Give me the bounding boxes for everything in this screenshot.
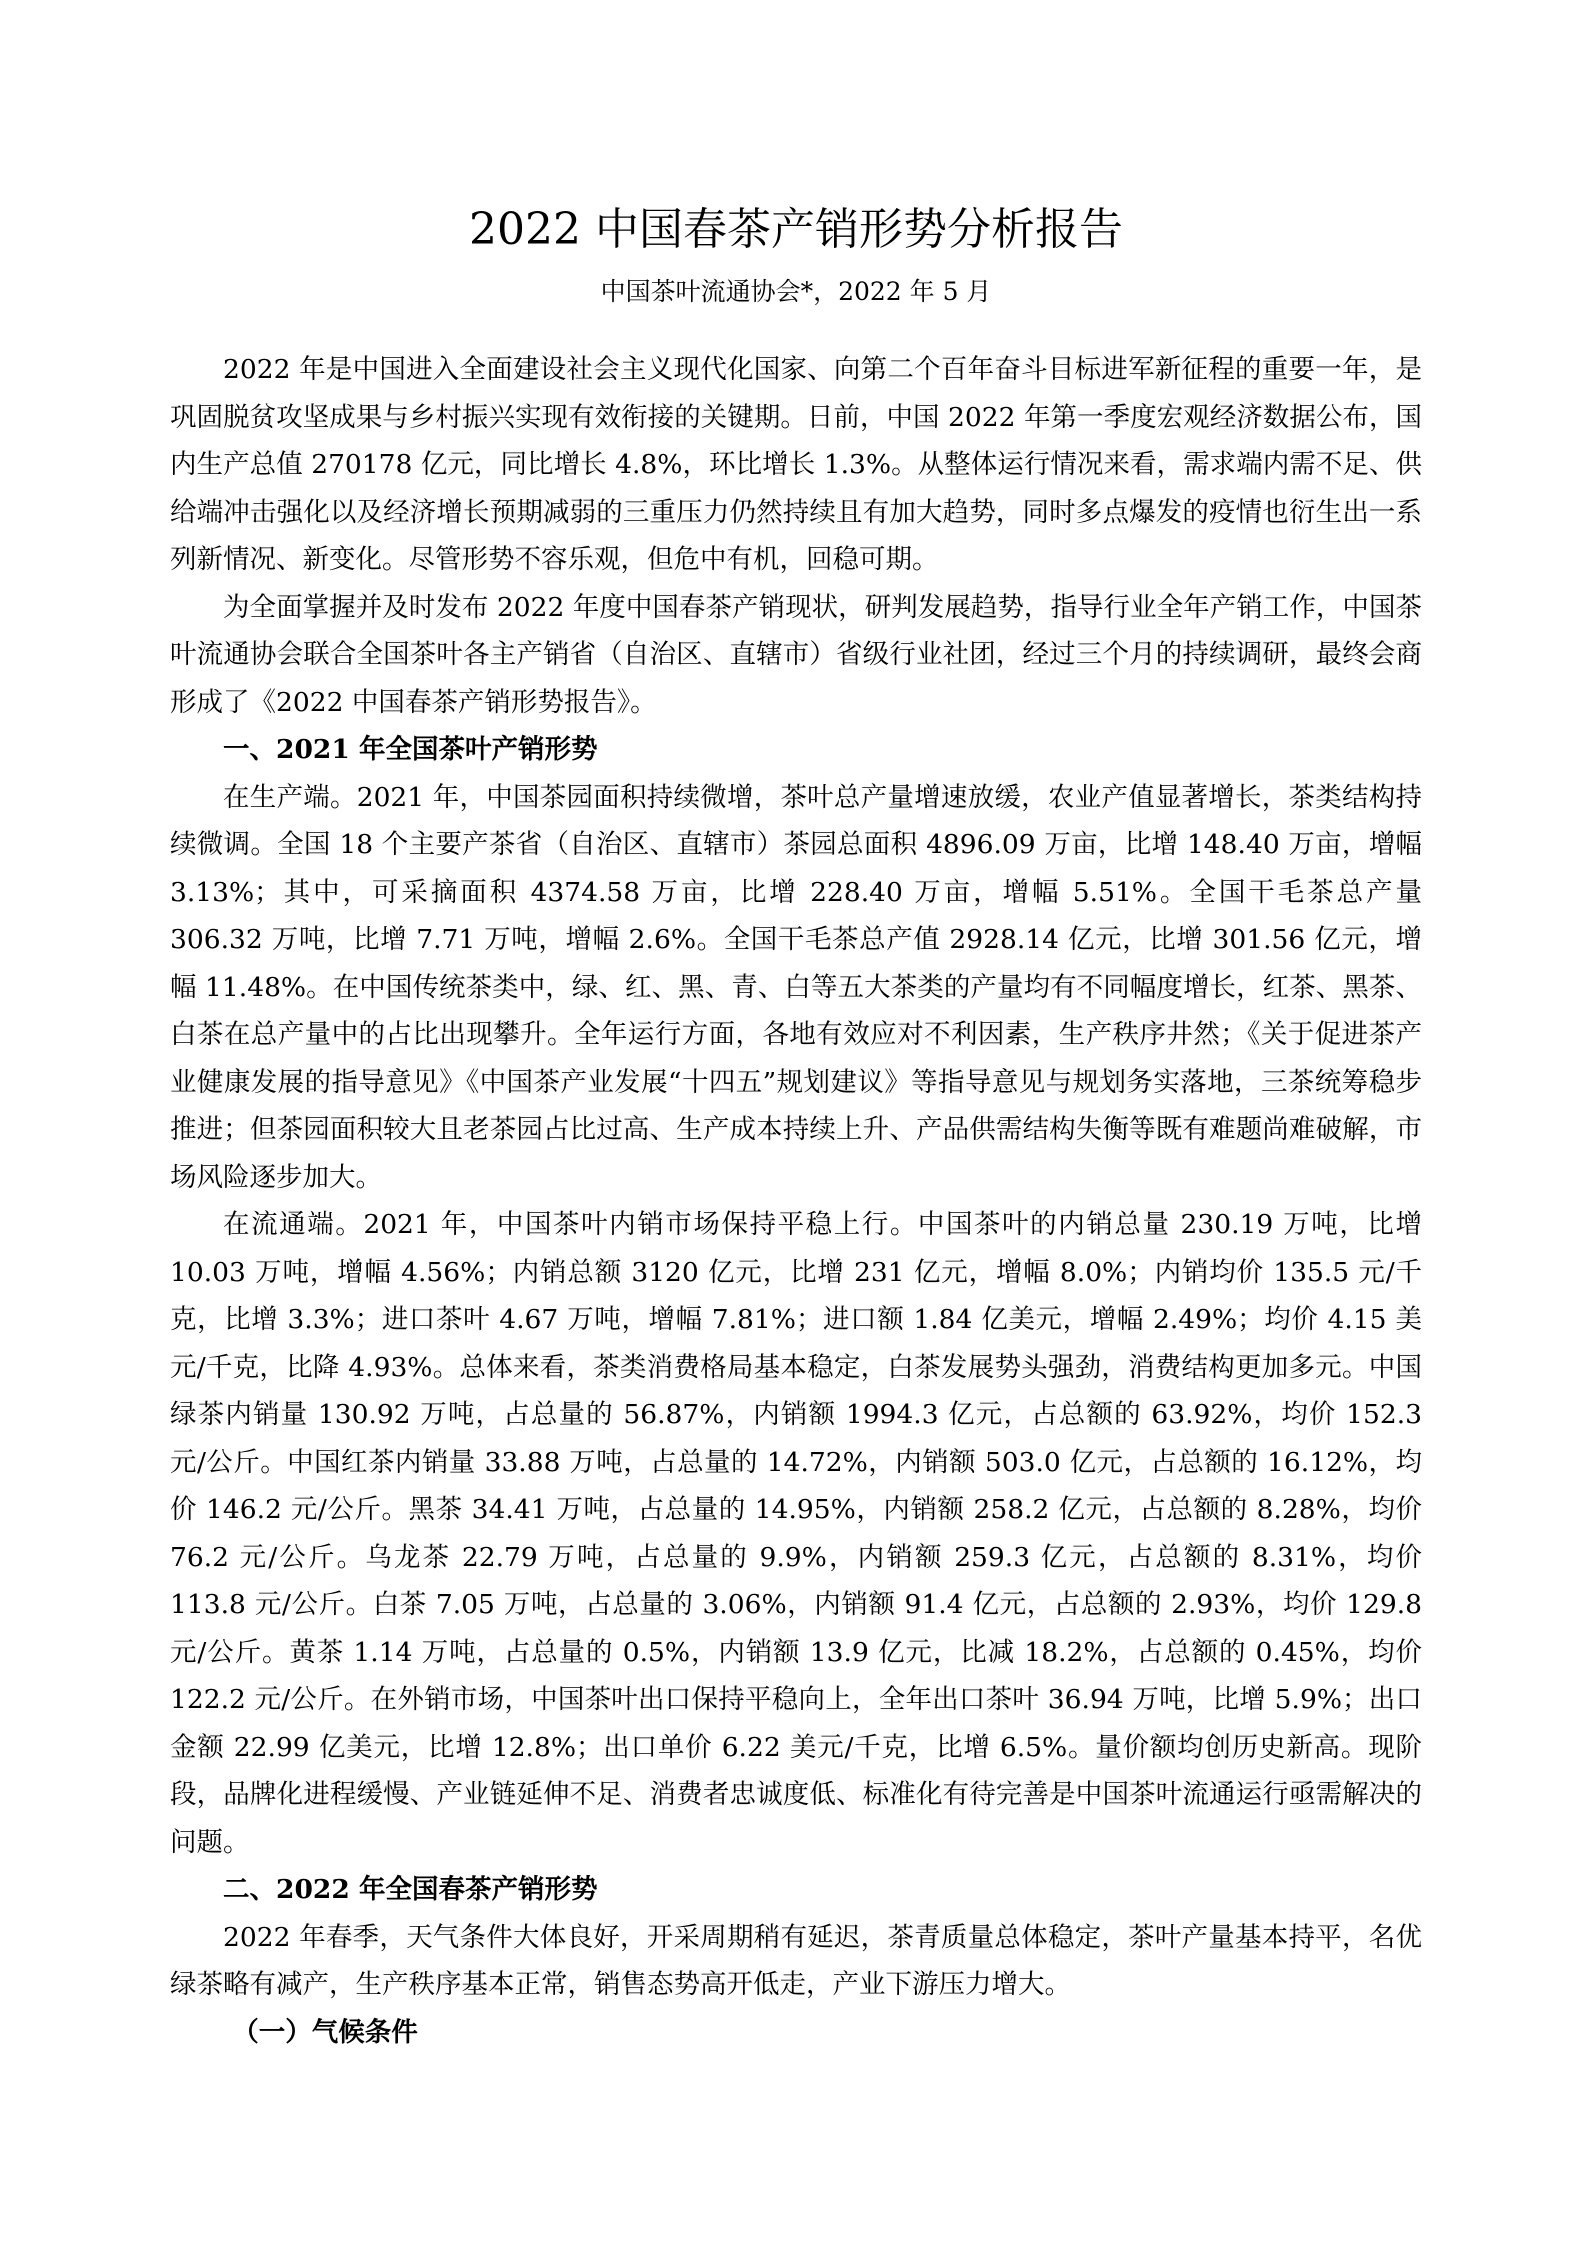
section-heading-2022: 二、2022 年全国春茶产销形势 xyxy=(223,1874,598,1905)
circulation-paragraph: 在流通端。2021 年，中国茶叶内销市场保持平稳上行。中国茶叶的内销总量 230.19 万吨，比增 10.03 万吨，增幅 4.56%；内销总额 3120 亿元，比增 231 亿元，增幅 8.0%；内销均价 135.5 元/千克，比增 3.3%；进口茶叶 4.67 万吨，增幅 7.81%；进口额 1.84 亿美元，增幅 2.49%；均价 4.15 美元/千克，比降 4.93%。总体来看，茶类消费格局基本稳定，白茶发展势头强劲，消费结构更加多元。中国绿茶内销量 130.92 万吨，占总量的 56.87%，内销额 1994.3 亿元，占总额的 63.92%，均价 152.3 元/公斤。中国红茶内销量 33.88 万吨，占总量的 14.72%，内销额 503.0 亿元，占总额的 16.12%，均价 146.2 元/公斤。黑茶 34.41 万吨，占总量的 14.95%，内销额 258.2 亿元，占总额的 8.28%，均价 76.2 元/公斤。乌龙茶 22.79 万吨，占总量的 9.9%，内销额 259.3 亿元，占总额的 8.31%，均价 113.8 元/公斤。白茶 7.05 万吨，占总量的 3.06%，内销额 91.4 亿元，占总额的 2.93%，均价 129.8 元/公斤。黄茶 1.14 万吨，占总量的 0.5%，内销额 13.9 亿元，比减 18.2%，占总额的 0.45%，均价 122.2 元/公斤。在外销市场，中国茶叶出口保持平稳向上，全年出口茶叶 36.94 万吨，比增 5.9%；出口金额 22.99 亿美元，比增 12.8%；出口单价 6.22 美元/千克，比增 6.5%。量价额均创历史新高。现阶段，品牌化进程缓慢、产业链延伸不足、消费者忠诚度低、标准化有待完善是中国茶叶流通运行亟需解决的问题。 xyxy=(170,1209,1422,1858)
document-subtitle: 中国茶叶流通协会*，2022 年 5 月 xyxy=(600,277,992,306)
subsection-heading-climate: （一）气候条件 xyxy=(232,2016,418,2048)
document-title: 2022 中国春茶产销形势分析报告 xyxy=(469,204,1123,255)
document-page xyxy=(170,200,1422,2056)
intro-paragraph: 2022 年是中国进入全面建设社会主义现代化国家、向第二个百年奋斗目标进军新征程的重要一年，是巩固脱贫攻坚成果与乡村振兴实现有效衔接的关键期。日前，中国 2022 年第一季度宏观经济数据公布，国内生产总值 270178 亿元，同比增长 4.8%，环比增长 1.3%。从整体运行情况来看，需求端内需不足、供给端冲击强化以及经济增长预期减弱的三重压力仍然持续且有加大趋势，同时多点爆发的疫情也衍生出一系列新情况、新变化。尽管形势不容乐观，但危中有机，回稳可期。 xyxy=(170,354,1422,575)
production-paragraph: 在生产端。2021 年，中国茶园面积持续微增，茶叶总产量增速放缓，农业产值显著增长，茶类结构持续微调。全国 18 个主要产茶省（自治区、直辖市）茶园总面积 4896.09 万亩，比增 148.40 万亩，增幅 3.13%；其中，可采摘面积 4374.58 万亩，比增 228.40 万亩，增幅 5.51%。全国干毛茶总产量 306.32 万吨，比增 7.71 万吨，增幅 2.6%。全国干毛茶总产值 2928.14 亿元，比增 301.56 亿元，增幅 11.48%。在中国传统茶类中，绿、红、黑、青、白等五大茶类的产量均有不同幅度增长，红茶、黑茶、白茶在总产量中的占比出现攀升。全年运行方面，各地有效应对不利因素，生产秩序井然；《关于促进茶产业健康发展的指导意见》《中国茶产业发展“十四五”规划建议》等指导意见与规划务实落地，三茶统筹稳步推进；但茶园面积较大且老茶园占比过高、生产成本持续上升、产品供需结构失衡等既有难题尚难破解，市场风险逐步加大。 xyxy=(170,781,1422,1193)
spring-tea-paragraph: 2022 年春季，天气条件大体良好，开采周期稍有延迟，茶青质量总体稳定，茶叶产量基本持平，名优绿茶略有减产，生产秩序基本正常，销售态势高开低走，产业下游压力增大。 xyxy=(170,1921,1422,2000)
intro-paragraph: 为全面掌握并及时发布 2022 年度中国春茶产销现状，研判发展趋势，指导行业全年产销工作，中国茶叶流通协会联合全国茶叶各主产销省（自治区、直辖市）省级行业社团，经过三个月的持续调研，最终会商形成了《2022 中国春茶产销形势报告》。 xyxy=(170,591,1422,718)
section-heading-2021: 一、2021 年全国茶叶产销形势 xyxy=(223,734,598,765)
